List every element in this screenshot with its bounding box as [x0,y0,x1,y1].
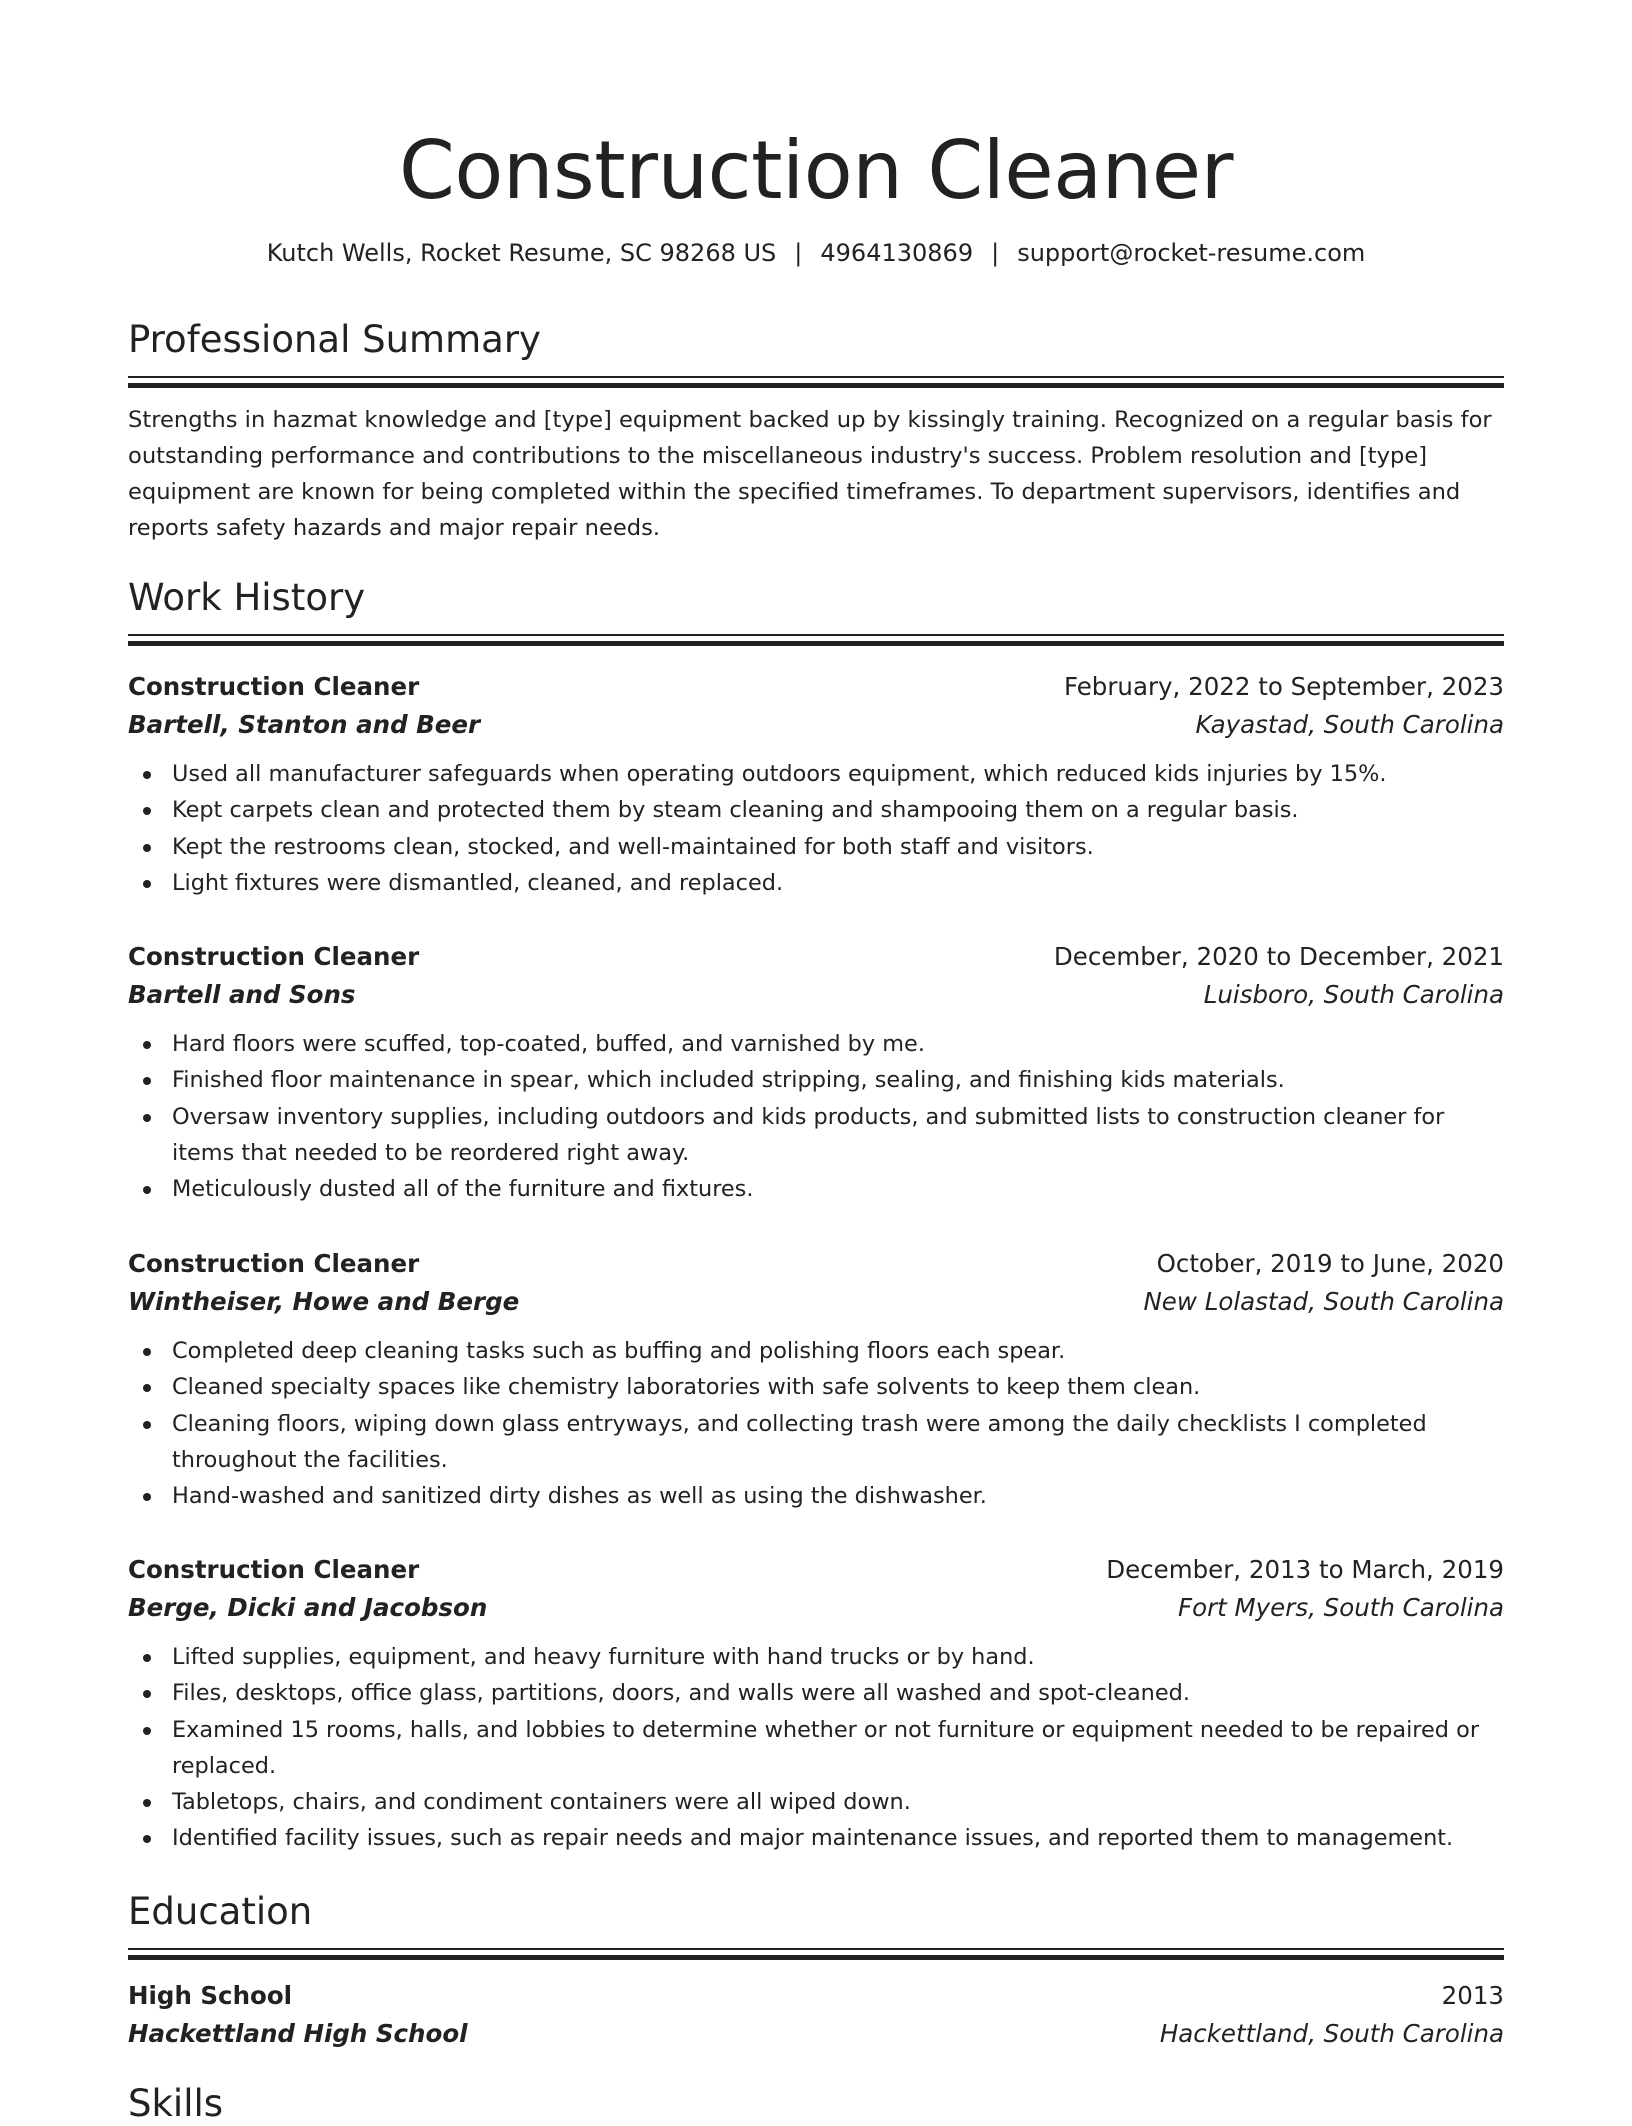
contact-address: Kutch Wells, Rocket Resume, SC 98268 US [266,239,777,267]
job-entry [128,669,1504,901]
job-dates: December, 2020 to December, 2021 [1053,942,1504,971]
list-item: Hard floors were scuffed, top-coated, buffed, and varnished by me. [172,1026,1504,1062]
section-heading: Skills [128,2082,224,2125]
job-bullets [128,1639,1504,1857]
graduation-year: 2013 [1441,1981,1504,2010]
resume-page [128,0,1504,2125]
job-title: Construction Cleaner [128,1249,420,1278]
degree-name: High School [128,1981,293,2010]
job-location: Fort Myers, South Carolina [1177,1593,1504,1622]
list-item: Kept carpets clean and protected them by steam cleaning and shampooing them on a regular basis. [172,792,1504,828]
company-name: Bartell, Stanton and Beer [128,710,481,739]
job-bullets [128,1026,1504,1207]
section-heading: Work History [128,576,366,619]
list-item: Used all manufacturer safeguards when operating outdoors equipment, which reduced kids injuries by 15%. [172,756,1504,792]
list-item: Examined 15 rooms, halls, and lobbies to determine whether or not furniture or equipment needed to be repaired or replaced. [172,1712,1504,1785]
job-bullets [128,1333,1504,1514]
job-dates: December, 2013 to March, 2019 [1106,1555,1504,1584]
job-title: Construction Cleaner [128,1555,420,1584]
list-item: Hand-washed and sanitized dirty dishes as well as using the dishwasher. [172,1478,1504,1514]
professional-summary-section [128,318,1504,546]
company-name: Wintheiser, Howe and Berge [128,1287,520,1316]
job-bullets [128,756,1504,901]
job-location: New Lolastad, South Carolina [1143,1287,1504,1316]
job-title: Construction Cleaner [128,672,420,701]
section-divider [128,376,1504,388]
job-entry [128,939,1504,1207]
list-item: Files, desktops, office glass, partitions, doors, and walls were all washed and spot-cleaned. [172,1675,1504,1711]
list-item: Cleaning floors, wiping down glass entryways, and collecting trash were among the daily checklists I completed throughout the facilities. [172,1406,1504,1479]
contact-phone: 4964130869 [820,239,974,267]
list-item: Lifted supplies, equipment, and heavy furniture with hand trucks or by hand. [172,1639,1504,1675]
contact-separator: | [991,239,1000,267]
job-location: Luisboro, South Carolina [1203,980,1504,1009]
job-entry [128,1246,1504,1514]
list-item: Tabletops, chairs, and condiment containers were all wiped down. [172,1784,1504,1820]
section-heading: Education [128,1890,313,1933]
list-item: Kept the restrooms clean, stocked, and well-maintained for both staff and visitors. [172,829,1504,865]
contact-separator: | [794,239,803,267]
job-location: Kayastad, South Carolina [1195,710,1504,739]
list-item: Light fixtures were dismantled, cleaned, and replaced. [172,865,1504,901]
list-item: Finished floor maintenance in spear, which included stripping, sealing, and finishing kids materials. [172,1062,1504,1098]
work-history-section [128,576,1504,646]
section-divider [128,1948,1504,1960]
list-item: Completed deep cleaning tasks such as buffing and polishing floors each spear. [172,1333,1504,1369]
school-location: Hackettland, South Carolina [1159,2019,1504,2048]
section-heading: Professional Summary [128,318,541,361]
job-title: Construction Cleaner [128,942,420,971]
company-name: Berge, Dicki and Jacobson [128,1593,488,1622]
job-dates: October, 2019 to June, 2020 [1156,1249,1504,1278]
education-entry [128,1978,1504,2054]
section-divider [128,634,1504,646]
skills-section [128,2082,1504,2126]
list-item: Identified facility issues, such as repair needs and major maintenance issues, and reported them to management. [172,1820,1504,1856]
list-item: Meticulously dusted all of the furniture and fixtures. [172,1171,1504,1207]
school-name: Hackettland High School [128,2019,468,2048]
contact-line [128,237,1504,269]
job-entry [128,1552,1504,1857]
list-item: Cleaned specialty spaces like chemistry laboratories with safe solvents to keep them clean. [172,1369,1504,1405]
job-dates: February, 2022 to September, 2023 [1063,672,1504,701]
list-item: Oversaw inventory supplies, including outdoors and kids products, and submitted lists to construction cleaner for items that needed to be reordered right away. [172,1099,1504,1172]
contact-email: support@rocket-resume.com [1017,239,1366,267]
education-section [128,1890,1504,1960]
summary-text: Strengths in hazmat knowledge and [type] equipment backed up by kissingly training. Recognized on a regular basis for outstanding performance and contributions to the miscellaneous industry's success. Problem resolution and [type] equipment are known for being completed within the specified timeframes. To department supervisors, identifies and reports safety hazards and major repair needs. [128,407,1492,541]
company-name: Bartell and Sons [128,980,356,1009]
resume-title: Construction Cleaner [399,124,1233,217]
